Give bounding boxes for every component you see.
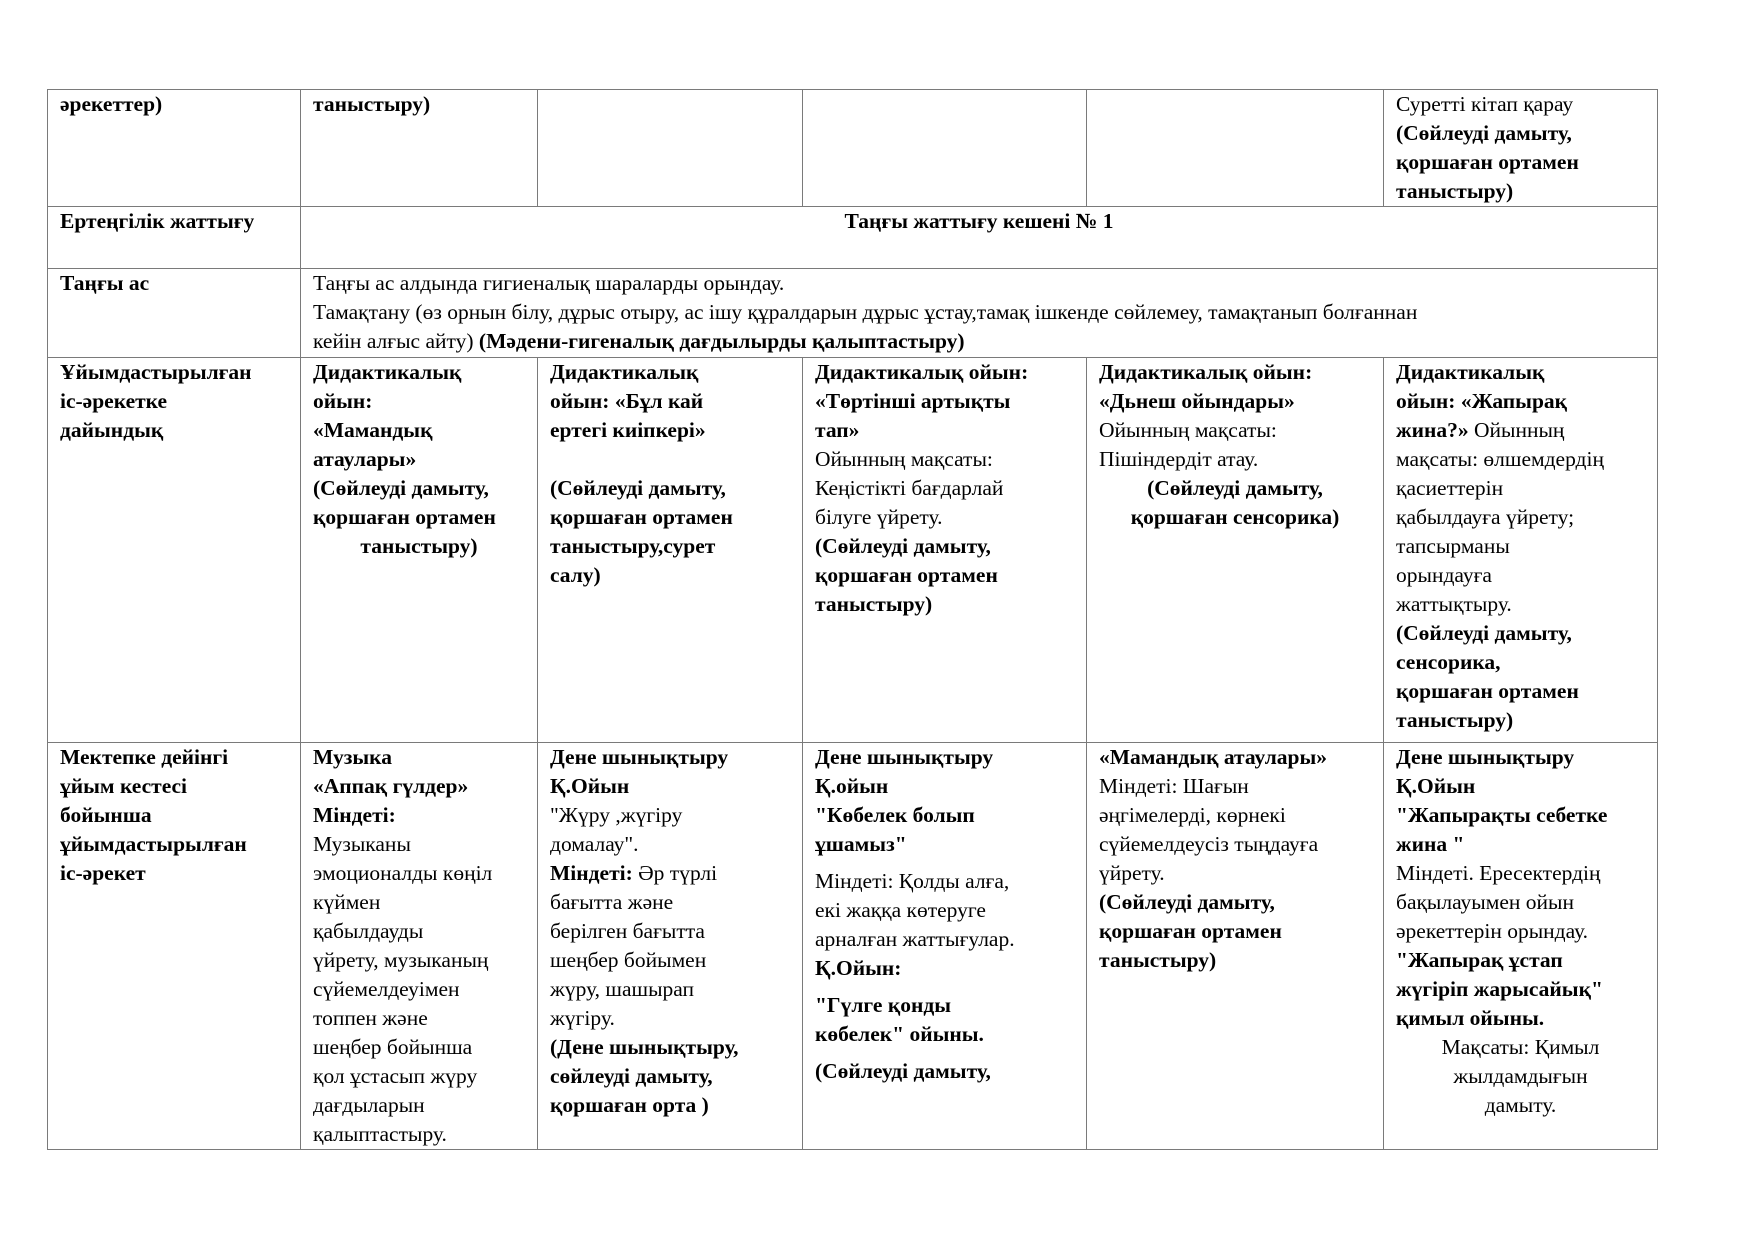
text-line	[1396, 177, 1645, 206]
text-line	[313, 1120, 525, 1149]
bold-text: сөйлеуді дамыту,	[550, 1064, 713, 1088]
text: сүйемелдеуімен	[313, 977, 460, 1001]
text-line	[313, 445, 525, 474]
text-line	[550, 1004, 790, 1033]
table-cell	[538, 90, 803, 207]
text-line	[550, 474, 790, 503]
table-cell	[1087, 358, 1384, 743]
text-line	[313, 772, 525, 801]
text-line	[550, 801, 790, 830]
text: Ойынның мақсаты:	[1099, 418, 1277, 442]
bold-text: таныстыру,сурет	[550, 534, 716, 558]
bold-text: жина "	[1396, 832, 1465, 856]
text: сүйемелдеусіз тыңдауға	[1099, 832, 1319, 856]
text-line	[1396, 706, 1645, 735]
text: әрекеттерін орындау.	[1396, 919, 1589, 943]
row-label-cell	[48, 269, 301, 358]
text-line	[1396, 445, 1645, 474]
bold-text: Дене шынықтыру	[815, 745, 994, 769]
text-line	[815, 590, 1074, 619]
text-line	[550, 859, 790, 888]
bold-text: қоршаған ортамен	[550, 505, 733, 529]
text-line	[1396, 90, 1645, 119]
text: күймен	[313, 890, 381, 914]
text-line	[815, 801, 1074, 830]
row-label-cell	[48, 207, 301, 269]
table-cell	[48, 90, 301, 207]
text-line	[1099, 474, 1371, 503]
bold-text: (Дене шынықтыру,	[550, 1035, 739, 1059]
text-line	[1099, 830, 1371, 859]
text: Тамақтану (өз орнын білу, дұрыс отыру, ас ішу құралдарын дұрыс ұстау,тамақ ішкенде сөйлемеу, тамақтанып болғаннан	[313, 300, 1418, 324]
bold-text: «Төртінші артықты	[815, 389, 1011, 413]
text-line	[1396, 772, 1645, 801]
text-line	[815, 387, 1074, 416]
text-line	[1396, 119, 1645, 148]
bold-text: тап»	[815, 418, 860, 442]
bold-text: (Сөйлеуді дамыту,	[550, 476, 726, 500]
bold-text: іс-әрекет	[60, 861, 146, 885]
text: үйрету, музыканың	[313, 948, 489, 972]
text-line	[60, 387, 288, 416]
text-line	[815, 1057, 1074, 1086]
text-line	[313, 859, 525, 888]
bold-text: таныстыру)	[360, 534, 478, 558]
table-cell	[803, 90, 1087, 207]
bold-text: «Мамандық	[313, 418, 433, 442]
table-cell	[1384, 743, 1658, 1150]
text-line	[550, 1033, 790, 1062]
bold-text: дайындық	[60, 418, 164, 442]
bold-text: (Сөйлеуді дамыту,	[1396, 121, 1572, 145]
text-line	[313, 298, 1645, 327]
table-cell	[538, 743, 803, 1150]
text-line	[313, 888, 525, 917]
text-line	[550, 1091, 790, 1120]
text-line	[1396, 743, 1645, 772]
text-line	[60, 830, 288, 859]
text-line	[1396, 1004, 1645, 1033]
text-line	[1099, 387, 1371, 416]
bold-text: таныстыру)	[815, 592, 933, 616]
text: арналған жаттығулар.	[815, 927, 1015, 951]
bold-text: (Сөйлеуді дамыту,	[313, 476, 489, 500]
table-row	[48, 207, 1658, 269]
text: Ойынның	[1468, 418, 1565, 442]
text-line	[313, 830, 525, 859]
bold-text: қоршаған ортамен	[1099, 919, 1282, 943]
bold-text: атаулары»	[313, 447, 417, 471]
bold-text: таныстыру)	[1396, 708, 1514, 732]
table-cell	[301, 90, 538, 207]
text-line	[1396, 648, 1645, 677]
bold-text: «Аппақ гүлдер»	[313, 774, 469, 798]
bold-text: Дидактикалық	[1396, 360, 1545, 384]
bold-text: көбелек" ойыны.	[815, 1022, 984, 1046]
bold-text: ертегі киіпкері»	[550, 418, 706, 442]
text-line	[815, 954, 1074, 983]
bold-text: Ұйымдастырылған	[60, 360, 252, 384]
line-spacer	[815, 983, 1074, 991]
text-line	[1396, 1091, 1645, 1120]
text-line	[1099, 445, 1371, 474]
text-line	[313, 946, 525, 975]
text: жылдамдығын	[1453, 1064, 1588, 1088]
bold-text: қоршаған ортамен	[313, 505, 496, 529]
text-line	[815, 445, 1074, 474]
text: тапсырманы	[1396, 534, 1510, 558]
text: орындауға	[1396, 563, 1492, 587]
text-line	[550, 1062, 790, 1091]
text-line	[1099, 358, 1371, 387]
bold-text: салу)	[550, 563, 601, 587]
text-line	[313, 474, 525, 503]
text-line	[60, 358, 288, 387]
text-line	[550, 975, 790, 1004]
text-line	[550, 772, 790, 801]
table-cell	[1087, 743, 1384, 1150]
bold-text: Мектепке дейінгі	[60, 745, 229, 769]
text-line	[313, 1004, 525, 1033]
bold-text: Дидактикалық	[550, 360, 699, 384]
text: қабылдауды	[313, 919, 424, 943]
text: Мақсаты: Қимыл	[1441, 1035, 1600, 1059]
text-line	[1396, 148, 1645, 177]
text: жаттықтыру.	[1396, 592, 1512, 616]
text-line	[313, 503, 525, 532]
bold-text: (Сөйлеуді дамыту,	[1099, 890, 1275, 914]
text: екі жаққа көтеруге	[815, 898, 986, 922]
text-line	[1396, 561, 1645, 590]
text: үйрету.	[1099, 861, 1165, 885]
text: қол ұстасып жүру	[313, 1064, 478, 1088]
text-line	[313, 1062, 525, 1091]
text: мақсаты: өлшемдердің	[1396, 447, 1604, 471]
bold-text: (Сөйлеуді дамыту,	[1147, 476, 1323, 500]
row-label-cell	[48, 743, 301, 1150]
table-cell	[301, 743, 538, 1150]
bold-text: сенсорика,	[1396, 650, 1501, 674]
text-line	[1396, 619, 1645, 648]
text-line	[550, 387, 790, 416]
text: домалау".	[550, 832, 639, 856]
text: Міндеті: Қолды алға,	[815, 869, 1010, 893]
bold-text: Қ.Ойын	[1396, 774, 1476, 798]
text-line	[313, 532, 525, 561]
text-line	[313, 327, 1645, 356]
text-line	[313, 90, 525, 119]
table-cell	[803, 358, 1087, 743]
text: Пішіндердіт атау.	[1099, 447, 1259, 471]
table-cell	[1087, 90, 1384, 207]
table-cell	[1384, 358, 1658, 743]
text-line	[1099, 772, 1371, 801]
bold-text: (Мәдени-гигеналық дағдылырды қалыптастыру)	[478, 329, 965, 353]
bold-text: таныстыру)	[1396, 179, 1514, 203]
bold-text: әрекеттер)	[60, 92, 163, 116]
bold-text: ұшамыз"	[815, 832, 907, 856]
bold-text: Ертеңгілік жаттығу	[60, 209, 255, 233]
text: бағытта және	[550, 890, 674, 914]
text-line	[313, 801, 525, 830]
text-line	[550, 358, 790, 387]
bold-text: ұйым кестесі	[60, 774, 188, 798]
morning-exercise-title	[301, 207, 1658, 269]
text-line	[313, 387, 525, 416]
bold-text: "Жапырақты себетке	[1396, 803, 1608, 827]
text-line	[1099, 743, 1371, 772]
bold-text: ұйымдастырылған	[60, 832, 247, 856]
bold-text: іс-әрекетке	[60, 389, 168, 413]
bold-text: (Сөйлеуді дамыту,	[815, 1059, 991, 1083]
line-spacer	[815, 1049, 1074, 1057]
text-line	[1396, 946, 1645, 975]
text: білуге үйрету.	[815, 505, 943, 529]
text: қалыптастыру.	[313, 1122, 447, 1146]
text-line	[550, 445, 790, 474]
text: эмоционалды көңіл	[313, 861, 493, 885]
table-row	[48, 269, 1658, 358]
text: Міндеті: Шағын	[1099, 774, 1249, 798]
text-line	[60, 772, 288, 801]
bold-text: Қ.Ойын	[550, 774, 630, 798]
text-line	[1396, 975, 1645, 1004]
text: Таңғы ас алдында гигиеналық шараларды орындау.	[313, 271, 785, 295]
table-row	[48, 90, 1658, 207]
text-line	[550, 830, 790, 859]
bold-text: ойын: «Бұл кай	[550, 389, 704, 413]
text-line	[1396, 532, 1645, 561]
text-line	[313, 207, 1645, 236]
bold-text: Міндеті:	[313, 803, 396, 827]
text-line	[1396, 590, 1645, 619]
bold-text: «Мамандық атаулары»	[1099, 745, 1328, 769]
text-line	[60, 90, 288, 119]
text-line	[815, 830, 1074, 859]
text-line	[1396, 801, 1645, 830]
table-cell	[803, 743, 1087, 1150]
text-line	[1396, 830, 1645, 859]
text-line	[313, 358, 525, 387]
text-line	[1396, 474, 1645, 503]
text-line	[1099, 946, 1371, 975]
text: Музыканы	[313, 832, 411, 856]
text-line	[815, 561, 1074, 590]
bold-text: Міндеті:	[550, 861, 633, 885]
table-cell	[301, 358, 538, 743]
text-line	[313, 917, 525, 946]
text-line	[313, 269, 1645, 298]
text-line	[815, 991, 1074, 1020]
text-line	[60, 416, 288, 445]
text-line	[60, 743, 288, 772]
bold-text: қоршаған сенсорика)	[1130, 505, 1340, 529]
bold-text: Таңғы ас	[60, 271, 150, 295]
text-line	[550, 946, 790, 975]
row-label-cell	[48, 358, 301, 743]
text: дамыту.	[1484, 1093, 1557, 1117]
text-line	[815, 925, 1074, 954]
bold-text: Музыка	[313, 745, 392, 769]
text-line	[1396, 387, 1645, 416]
bold-text: жүгіріп жарысайық"	[1396, 977, 1603, 1001]
bold-text: Дидактикалық	[313, 360, 462, 384]
text-line	[1396, 888, 1645, 917]
text-line	[1099, 859, 1371, 888]
text-line	[60, 269, 288, 298]
text-line	[1099, 917, 1371, 946]
table-cell	[538, 358, 803, 743]
text-line	[313, 1033, 525, 1062]
bold-text: қимыл ойыны.	[1396, 1006, 1545, 1030]
text-line	[815, 1020, 1074, 1049]
table-row	[48, 358, 1658, 743]
bold-text: ойын: «Жапырақ	[1396, 389, 1568, 413]
text-line	[815, 416, 1074, 445]
text: жүгіру.	[550, 1006, 615, 1030]
bold-text: ойын:	[313, 389, 373, 413]
text-line	[1099, 888, 1371, 917]
bold-text: қоршаған ортамен	[815, 563, 998, 587]
bold-text: қоршаған ортамен	[1396, 150, 1579, 174]
bold-text: "Гүлге қонды	[815, 993, 952, 1017]
text: кейін алғыс айту)	[313, 329, 479, 353]
text-line	[1396, 859, 1645, 888]
text: топпен және	[313, 1006, 428, 1030]
bold-text: Дене шынықтыру	[550, 745, 729, 769]
bold-text: Дидактикалық ойын:	[815, 360, 1029, 384]
text: қабылдауға үйрету;	[1396, 505, 1575, 529]
text-line	[815, 358, 1074, 387]
text-line	[1396, 416, 1645, 445]
text: шеңбер бойынша	[313, 1035, 473, 1059]
text-line	[815, 867, 1074, 896]
text-line	[313, 743, 525, 772]
text-line	[60, 859, 288, 888]
text-line	[550, 561, 790, 590]
text-line	[815, 896, 1074, 925]
bold-text: (Сөйлеуді дамыту,	[815, 534, 991, 558]
text-line	[313, 975, 525, 1004]
text-line	[550, 743, 790, 772]
text-line	[313, 416, 525, 445]
text: Суретті кітап қарау	[1396, 92, 1574, 116]
text-line	[550, 503, 790, 532]
text-line	[1396, 917, 1645, 946]
bold-text: таныстыру)	[313, 92, 431, 116]
bold-text: "Жапырақ ұстап	[1396, 948, 1563, 972]
text-line	[815, 474, 1074, 503]
text-line	[1396, 358, 1645, 387]
text: Әр түрлі	[632, 861, 718, 885]
text: Ойынның мақсаты:	[815, 447, 993, 471]
bold-text: таныстыру)	[1099, 948, 1217, 972]
bold-text: қоршаған ортамен	[1396, 679, 1579, 703]
line-spacer	[815, 859, 1074, 867]
text-line	[1396, 677, 1645, 706]
bold-text: Дидактикалық ойын:	[1099, 360, 1313, 384]
text-line	[550, 532, 790, 561]
text-line	[550, 917, 790, 946]
table-cell	[1384, 90, 1658, 207]
bold-text: «Дьнеш ойындары»	[1099, 389, 1295, 413]
bold-text: жина?»	[1396, 418, 1469, 442]
bold-text: "Көбелек болып	[815, 803, 975, 827]
text-line	[815, 503, 1074, 532]
bold-text: (Сөйлеуді дамыту,	[1396, 621, 1572, 645]
text-line	[1396, 1033, 1645, 1062]
schedule-table	[47, 89, 1658, 1150]
text-line	[313, 1091, 525, 1120]
text-line	[1099, 801, 1371, 830]
text: Кеңістікті бағдарлай	[815, 476, 1004, 500]
breakfast-description	[301, 269, 1658, 358]
bold-text: Қ.Ойын:	[815, 956, 902, 980]
table-row	[48, 743, 1658, 1150]
text-line	[1396, 503, 1645, 532]
text-line	[60, 207, 288, 236]
text-line	[550, 416, 790, 445]
text-line	[550, 888, 790, 917]
text: берілген бағытта	[550, 919, 705, 943]
bold-text: Қ.ойын	[815, 774, 889, 798]
text-line	[815, 743, 1074, 772]
text-line	[60, 801, 288, 830]
bold-text: Таңғы жаттығу кешені № 1	[844, 209, 1114, 233]
text: Міндеті. Ересектердің	[1396, 861, 1601, 885]
text: жүру, шашырап	[550, 977, 695, 1001]
text-line	[1396, 1062, 1645, 1091]
text-line	[815, 772, 1074, 801]
text: қасиеттерін	[1396, 476, 1504, 500]
text: шеңбер бойымен	[550, 948, 707, 972]
text-line	[1099, 416, 1371, 445]
text-line	[1099, 503, 1371, 532]
bold-text: бойынша	[60, 803, 152, 827]
bold-text: қоршаған орта )	[550, 1093, 709, 1117]
text: бақылауымен ойын	[1396, 890, 1574, 914]
text: "Жүру ,жүгіру	[550, 803, 683, 827]
text-line	[815, 532, 1074, 561]
bold-text: Дене шынықтыру	[1396, 745, 1575, 769]
text: дағдыларын	[313, 1093, 425, 1117]
text: әңгімелерді, көрнекі	[1099, 803, 1286, 827]
